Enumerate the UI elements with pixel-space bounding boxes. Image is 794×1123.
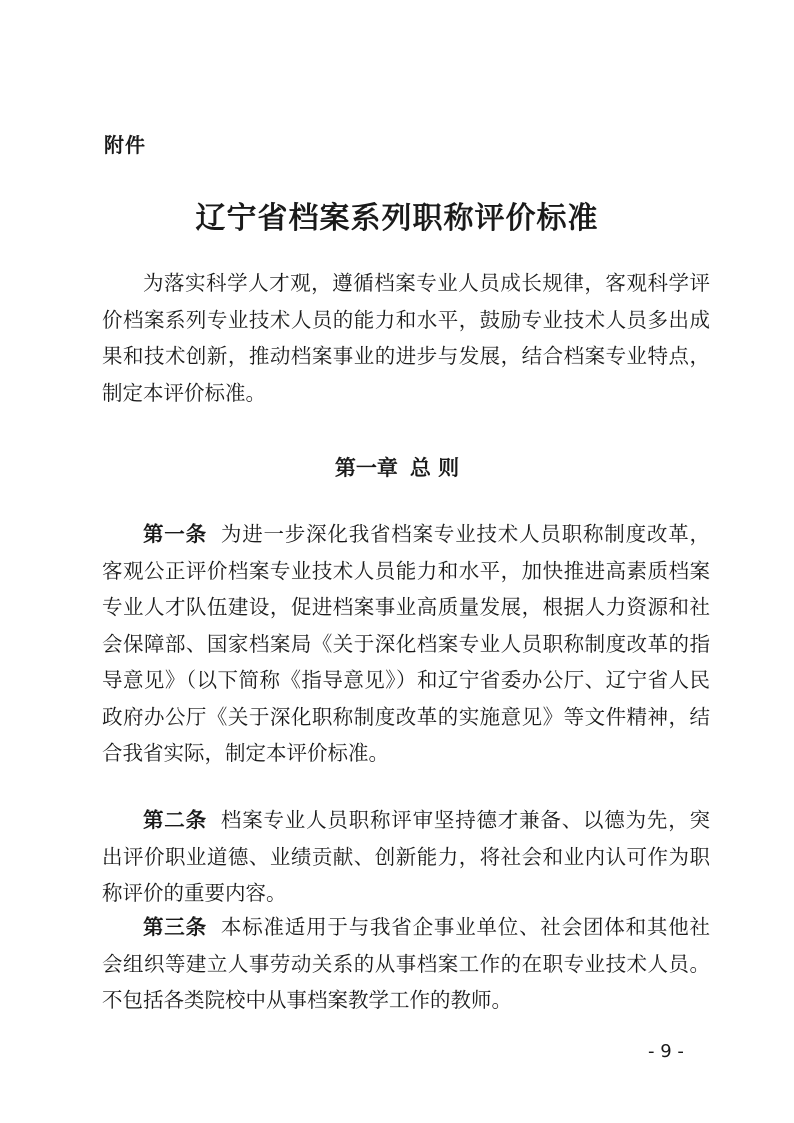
article-2-label: 第二条 [143,808,207,832]
page-number: - 9 - [648,1041,684,1062]
document-title: 辽宁省档案系列职称评价标准 [195,201,599,236]
article-1 [102,516,710,772]
article-3-text: 本标准适用于与我省企事业单位、社会团体和其他社会组织等建立人事劳动关系的从事档案工作的在职专业技术人员。不包括各类院校中从事档案教学工作的教师。 [102,915,711,1012]
chapter-number: 第一章 [334,456,398,480]
article-2 [102,802,710,912]
chapter-name: 总 则 [409,456,460,480]
article-3-label: 第三条 [143,915,207,939]
article-2-text: 档案专业人员职称评审坚持德才兼备、以德为先，突出评价职业道德、业绩贡献、创新能力，将社会和业内认可作为职称评价的重要内容。 [102,808,711,905]
intro-paragraph: 为落实科学人才观，遵循档案专业人员成长规律，客观科学评价档案系列专业技术人员的能力和水平，鼓励专业技术人员多出成果和技术创新，推动档案事业的进步与发展，结合档案专业特点，制定本评价标准。 [102,271,710,405]
article-3 [102,909,710,1019]
article-1-label: 第一条 [143,522,207,546]
chapter-heading [0,452,794,482]
attachment-label: 附件 [104,133,146,157]
article-1-text: 为进一步深化我省档案专业技术人员职称制度改革，客观公正评价档案专业技术人员能力和水平，加快推进高素质档案专业人才队伍建设，促进档案事业高质量发展，根据人力资源和社会保障部、国家档案局《关于深化档案专业人员职称制度改革的指导意见》（以下简称《指导意见》）和辽宁省委办公厅、辽宁省人民政府办公厅《关于深化职称制度改革的实施意见》等文件精神，结合我省实际，制定本评价标准。 [102,522,711,765]
